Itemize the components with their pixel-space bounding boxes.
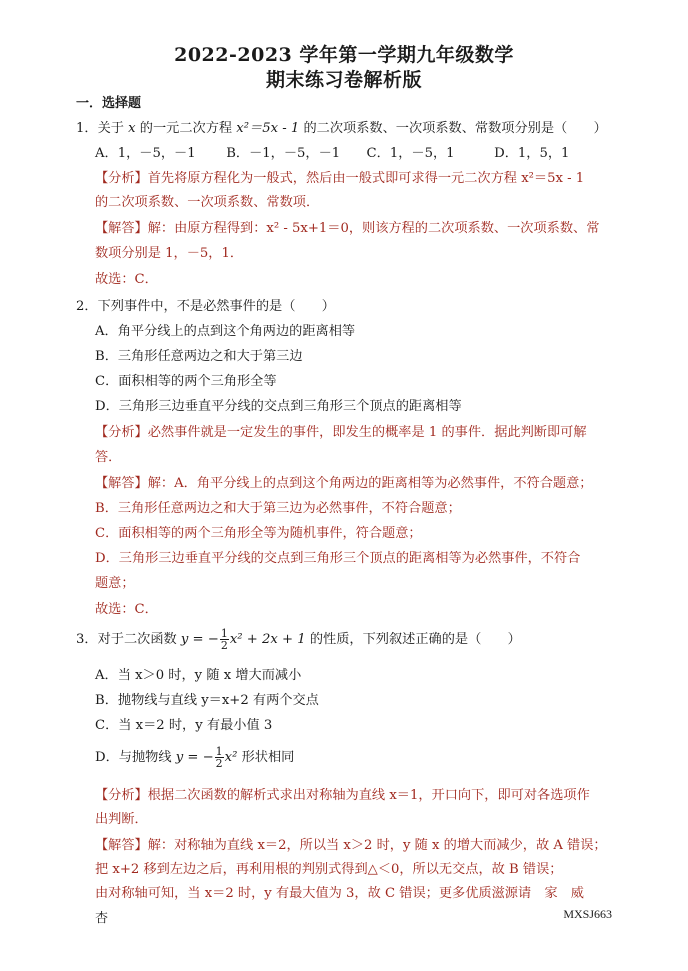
q1-analysis: 【分析】首先将原方程化为一般式，然后由一般式即可求得一元二次方程 x²＝5x - 1	[95, 171, 585, 186]
q3-option-a: A．当 x＞0 时，y 随 x 增大而减小	[95, 668, 302, 683]
q2-answer-d: D．三角形三边垂直平分线的交点到三角形三个顶点的距离相等为必然事件，不符合	[95, 551, 581, 566]
q3-option-c: C．当 x＝2 时，y 有最小值 3	[95, 718, 273, 733]
q2-option-b: B．三角形任意两边之和大于第三边	[95, 349, 303, 364]
q2-stem: 2．下列事件中，不是必然事件的是（ ）	[76, 299, 335, 314]
q3-option-d: D．与抛物线 y = − $\frac{1}{2}$ x² 形状相同	[95, 745, 295, 770]
q3-answer-cont: 杏	[95, 911, 109, 926]
q1-choice: 故选：C．	[95, 272, 158, 287]
q3-fraction: $\frac{1}{2}$	[220, 627, 228, 652]
q1-answer: 【解答】解：由原方程得到：x² - 5x+1＝0，则该方程的二次项系数、一次项系数、常	[95, 221, 600, 236]
section-heading: 一．选择题	[76, 96, 142, 111]
q3-answer: 【解答】解：对称轴为直线 x＝2，所以当 x＞2 时，y 随 x 的增大而减少，故 A 错误；	[95, 838, 607, 853]
q2-answer-c: C．面积相等的两个三角形全等为随机事件，符合题意；	[95, 526, 422, 541]
q3-stem: 3．对于二次函数 y = − $\frac{1}{2}$ x² + 2x + 1 的性质，下列叙述正确的是（ ）	[76, 627, 521, 652]
q2-answer-b: B．三角形任意两边之和大于第三边为必然事件，不符合题意；	[95, 501, 461, 516]
q2-choice: 故选：C．	[95, 602, 158, 617]
q2-option-d: D．三角形三边垂直平分线的交点到三角形三个顶点的距离相等	[95, 399, 462, 414]
q1-answer-cont: 数项分别是 1，－5，1．	[95, 246, 244, 261]
q3-answer-b: 把 x+2 移到左边之后，再利用根的判别式得到△＜0，所以无交点，故 B 错误；	[95, 862, 563, 877]
footer-code: MXSJ663	[563, 907, 612, 921]
q1-options: A．1，－5，－1 B．－1，－5，－1 C．1，－5，1 D．1，5，1	[95, 146, 570, 161]
q3-answer-c: 由对称轴可知，当 x＝2 时，y 有最大值为 3，故 C 错误；更多优质滋源请 家 威	[95, 886, 584, 901]
q3-analysis-cont: 出判断．	[95, 812, 148, 827]
q3-option-b: B．抛物线与直线 y＝x+2 有两个交点	[95, 693, 319, 708]
q1-analysis-cont: 的二次项系数、一次项系数、常数项．	[95, 195, 320, 210]
doc-title-line2: 期末练习卷解析版	[265, 69, 422, 91]
q2-analysis-cont: 答．	[95, 450, 122, 465]
q3-option-d-fraction: $\frac{1}{2}$	[215, 745, 223, 770]
q2-answer-d-cont: 题意；	[95, 576, 135, 591]
q1-stem: 1．关于 x 的一元二次方程 x²＝5x - 1 的二次项系数、一次项系数、常数项分别是（ ）	[76, 121, 607, 136]
q2-answer: 【解答】解：A．角平分线上的点到这个角两边的距离相等为必然事件，不符合题意；	[95, 476, 593, 491]
q3-analysis: 【分析】根据二次函数的解析式求出对称轴为直线 x＝1，开口向下，即可对各选项作	[95, 788, 590, 803]
doc-title-line1: 2022-2023 学年第一学期九年级数学	[174, 44, 514, 66]
q2-option-c: C．面积相等的两个三角形全等	[95, 374, 277, 389]
q2-analysis: 【分析】必然事件就是一定发生的事件，即发生的概率是 1 的事件．据此判断即可解	[95, 425, 587, 440]
q2-option-a: A．角平分线上的点到这个角两边的距离相等	[95, 324, 356, 339]
